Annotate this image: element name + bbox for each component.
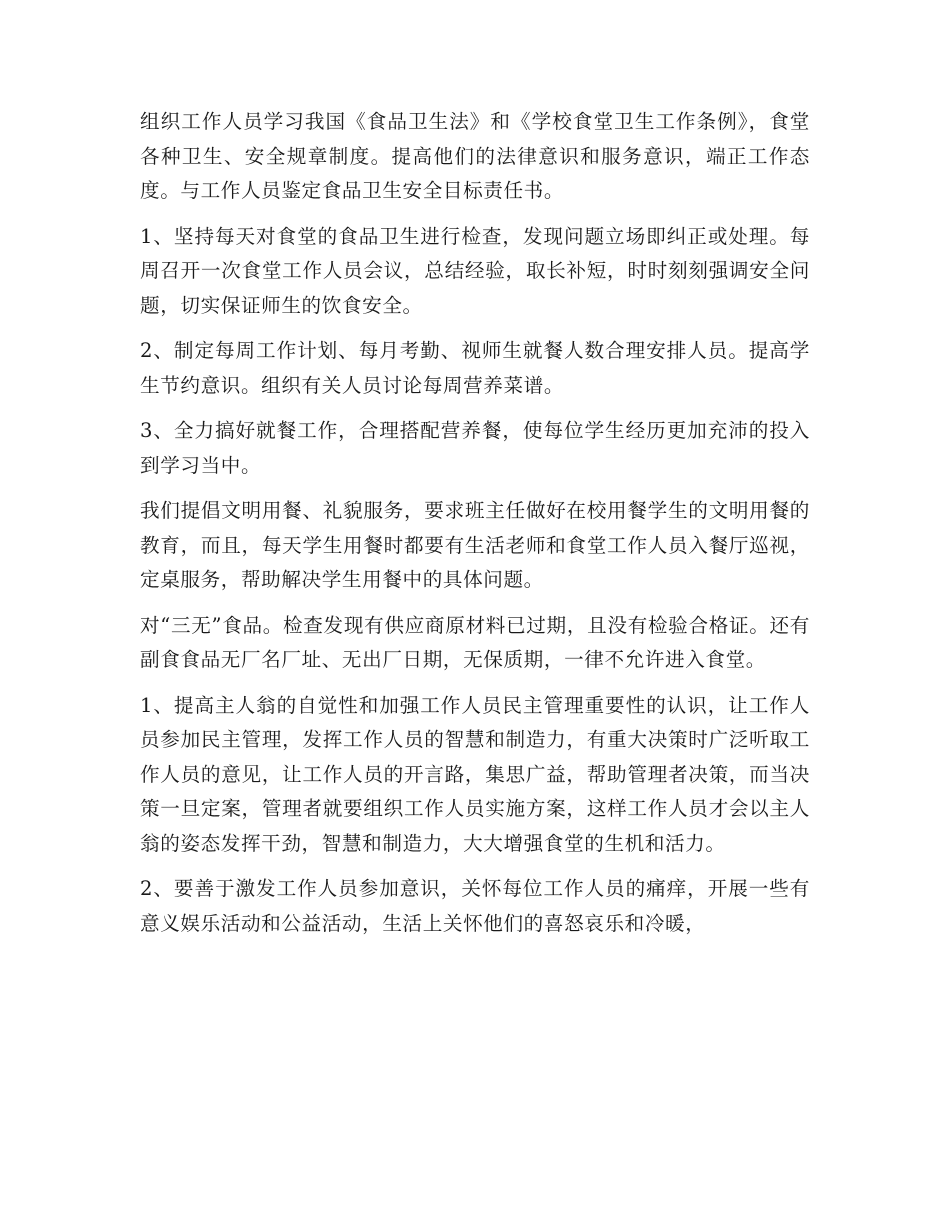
paragraph-training: 组织工作人员学习我国《食品卫生法》和《学校食堂卫生工作条例》，食堂各种卫生、安全规章制度。提高他们的法律意识和服务意识，端正工作态度。与工作人员鉴定食品卫生安全目标责任书。 xyxy=(140,110,810,202)
paragraph-item-2-work-plan: 2、制定每周工作计划、每月考勤、视师生就餐人数合理安排人员。提高学生节约意识。组织有关人员讨论每周营养菜谱。 xyxy=(140,339,810,397)
paragraph-civilized-dining: 我们提倡文明用餐、礼貌服务，要求班主任做好在校用餐学生的文明用餐的教育，而且，每天学生用餐时都要有生活老师和食堂工作人员入餐厅巡视，定桌服务，帮助解决学生用餐中的具体问题。 xyxy=(140,499,810,591)
document-page xyxy=(140,105,810,952)
paragraph-item-2-staff-care: 2、要善于激发工作人员参加意识，关怀每位工作人员的痛痒，开展一些有意义娱乐活动和公益活动，生活上关怀他们的喜怒哀乐和冷暖， xyxy=(140,877,810,935)
paragraph-item-3-meal-service: 3、全力搞好就餐工作，合理搭配营养餐，使每位学生经历更加充沛的投入到学习当中。 xyxy=(140,419,810,477)
paragraph-item-1-daily-inspection: 1、坚持每天对食堂的食品卫生进行检查，发现问题立场即纠正或处理。每周召开一次食堂工作人员会议，总结经验，取长补短，时时刻刻强调安全问题，切实保证师生的饮食安全。 xyxy=(140,224,810,317)
paragraph-item-1-democratic-management: 1、提高主人翁的自觉性和加强工作人员民主管理重要性的认识，让工作人员参加民主管理，发挥工作人员的智慧和制造力，有重大决策时广泛听取工作人员的意见，让工作人员的开言路，集思广益，帮助管理者决策，而当决策一旦定案，管理者就要组织工作人员实施方案，这样工作人员才会以主人翁的姿态发挥干劲，智慧和制造力，大大增强食堂的生机和活力。 xyxy=(140,693,810,855)
paragraph-three-no-food: 对“三无”食品。检查发现有供应商原材料已过期，且没有检验合格证。还有副食食品无厂名厂址、无出厂日期，无保质期，一律不允许进入食堂。 xyxy=(140,613,810,671)
